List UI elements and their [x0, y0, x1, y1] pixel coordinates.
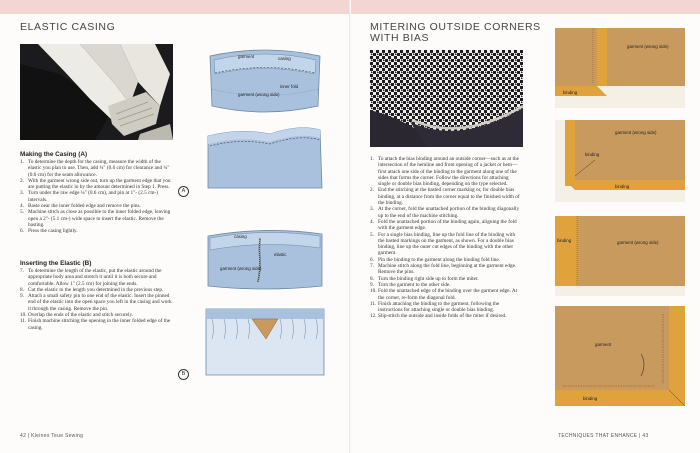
photo2-label-garment: garment (wrong side): [615, 130, 657, 135]
photo2-label-binding-top: binding: [585, 152, 600, 157]
step-number: 10.: [370, 288, 377, 295]
step-item: [20, 178, 172, 191]
step-number: 11.: [370, 300, 377, 307]
houndstooth-jacket-photo: [370, 50, 523, 147]
step-item: [20, 228, 172, 234]
step-item: [20, 318, 172, 331]
step-item: [370, 288, 522, 301]
step-number: 7.: [370, 263, 374, 270]
left-page-title: ELASTIC CASING: [20, 21, 116, 33]
casing-diagram-a2: [200, 122, 330, 192]
step-text: Overlap the ends of the elastic and stitch securely.: [28, 312, 134, 319]
step-text: With the garment wrong side out, turn up the garment edge that you are putting the elastic in by the amount determined in Step 1. Press.: [28, 177, 171, 191]
label-elastic: elastic: [274, 252, 287, 257]
step-text: At the corner, fold the unattached portion of the binding diagonally up to the end of the machine stitching.: [378, 206, 520, 219]
step-text: Machine stitch as close as possible to the inner folded edge, leaving open a 2"- (5.1 cm-) wide space to insert the elastic. Remove the basting.: [28, 209, 171, 228]
step-number: 3.: [20, 190, 24, 197]
step-text: To determine the length of the elastic, put the elastic around the appropriate body area and stretch it until it is both secure and comfortable. Allow 1" (2.5 cm) for joining the ends.: [28, 268, 162, 287]
step-number: 2.: [370, 187, 374, 194]
casing-diagram-a1: [200, 44, 330, 119]
step-number: 6.: [370, 256, 374, 263]
step-text: Machine stitch along the fold line, beginning at the garment edge. Remove the pins.: [378, 263, 517, 276]
right-folio: TECHNIQUES THAT ENHANCE | 43: [558, 433, 649, 439]
step-number: 5.: [20, 209, 24, 216]
step-number: 4.: [20, 203, 24, 210]
step-text: Baste near the inner folded edge and remove the pins.: [28, 203, 141, 210]
photo2-label-binding: binding: [615, 184, 630, 189]
miter-photo-3: [555, 216, 685, 296]
label-casing-b: casing: [234, 234, 247, 239]
step-number: 12.: [370, 313, 377, 320]
mitering-steps: [370, 156, 522, 320]
step-item: [370, 187, 522, 206]
section-b-title: Inserting the Elastic (B): [20, 260, 92, 267]
step-item: [20, 293, 172, 312]
step-item: [20, 268, 172, 287]
elastic-diagram-b1: [200, 226, 330, 294]
miter-photo-4: [555, 306, 685, 406]
step-text: Fold the unattached portion of the binding again, aligning the fold with the garment edge.: [378, 218, 517, 232]
step-text: Press the casing lightly.: [28, 228, 78, 235]
step-number: 5.: [370, 231, 374, 238]
step-number: 9.: [370, 281, 374, 288]
left-folio: 42 | Kleines Teue Sewing: [20, 433, 84, 439]
step-text: For a single bias binding, line up the fold line of the binding with the basted markings on the garment, as shown. For a double bias binding, line up the outer cut edges of the binding with the other garment.: [378, 231, 516, 257]
step-text: Attach a small safety pin to one end of the elastic. Insert the pinned end of the elastic into the open space you left in the casing and work it through the casing. Remove the pin.: [28, 293, 172, 312]
step-item: [20, 159, 172, 178]
photo4-label-binding: binding: [583, 396, 598, 401]
step-text: Fold the unattached edge of the binding over the garment edge. At the corner, re-form the diagonal fold.: [378, 288, 518, 301]
page-gutter: [349, 0, 351, 453]
step-number: 7.: [20, 268, 24, 274]
label-casing: casing: [278, 56, 291, 61]
step-number: 3.: [370, 206, 374, 213]
elastic-sleeve-photo: [20, 44, 173, 140]
step-text: Finish attaching the binding to the garment, following the instructions for attaching single or double bias binding.: [378, 300, 500, 314]
step-number: 1.: [370, 156, 374, 162]
step-text: End the stitching at the basted corner marking or, for double bias binding, at a distance from the corner equal to the finished width of the binding.: [378, 187, 520, 207]
label-garment: garment: [238, 54, 255, 59]
section-a-title: Making the Casing (A): [20, 151, 88, 158]
label-inner-fold: inner fold: [280, 84, 299, 89]
step-text: Turn the binding right side up to form the miter.: [378, 275, 479, 282]
section-a-steps: [20, 159, 172, 235]
step-text: Slip-stitch the outside and inside folds of the miter if desired.: [378, 313, 507, 320]
step-text: Turn the garment to the other side.: [378, 281, 451, 288]
photo3-label-binding: binding: [557, 238, 572, 243]
miter-photo-1: [555, 28, 685, 108]
photo1-label-binding: binding: [563, 90, 578, 95]
label-garment-wrong-side: garment (wrong side): [238, 92, 280, 97]
step-number: 10.: [20, 312, 27, 319]
step-text: Pin the binding to the garment along the binding fold line.: [378, 256, 501, 263]
photo4-label-garment: garment: [595, 342, 612, 347]
step-item: [370, 263, 522, 276]
elastic-diagram-b2: [200, 305, 330, 380]
step-item: [370, 206, 522, 219]
right-page-title-line2: WITH BIAS: [370, 32, 430, 44]
marker-b: B: [178, 369, 189, 380]
marker-a: A: [178, 186, 189, 197]
step-number: 11.: [20, 318, 27, 325]
photo1-label-garment: garment (wrong side): [627, 44, 669, 49]
step-item: [370, 301, 522, 314]
step-item: [370, 313, 522, 319]
step-text: Turn under the raw edge ¼" (0.6 cm), and pin at 1"- (2.5 cm-) intervals.: [28, 190, 158, 203]
label-garment-wrong-side-b: garment (wrong side): [220, 266, 262, 271]
step-number: 2.: [20, 177, 24, 184]
right-page-title-line1: MITERING OUTSIDE CORNERS: [370, 21, 541, 33]
step-number: 4.: [370, 218, 374, 225]
step-number: 8.: [370, 275, 374, 282]
photo3-label-garment: garment (wrong side): [617, 240, 659, 245]
section-b-steps: [20, 268, 172, 331]
miter-photo-2: [555, 120, 685, 202]
step-text: To determine the depth for the casing, measure the width of the elastic you plan to use. Then, add ¼" (0.6 cm) for clearance and ¼" (0.6 cm) for the seam allowance.: [28, 159, 170, 178]
step-text: Cut the elastic to the length you determined in the previous step.: [28, 286, 164, 293]
step-number: 1.: [20, 159, 24, 165]
step-item: [20, 209, 172, 228]
step-number: 9.: [20, 293, 24, 300]
step-item: [370, 219, 522, 232]
step-item: [370, 156, 522, 187]
step-item: [20, 190, 172, 203]
step-number: 6.: [20, 228, 24, 235]
step-text: To attach the bias binding around an outside corner—such as at the intersection of the hemline and front opening of a jacket or hem—first attach one side of the binding to the garment along one of the sides that forms the corner. Follow the directions for attaching single or double bias binding, depending on the type selected.: [378, 156, 519, 188]
step-number: 8.: [20, 286, 24, 293]
step-item: [370, 232, 522, 257]
step-text: Finish machine stitching the opening in the inner folded edge of the casing.: [28, 318, 171, 331]
